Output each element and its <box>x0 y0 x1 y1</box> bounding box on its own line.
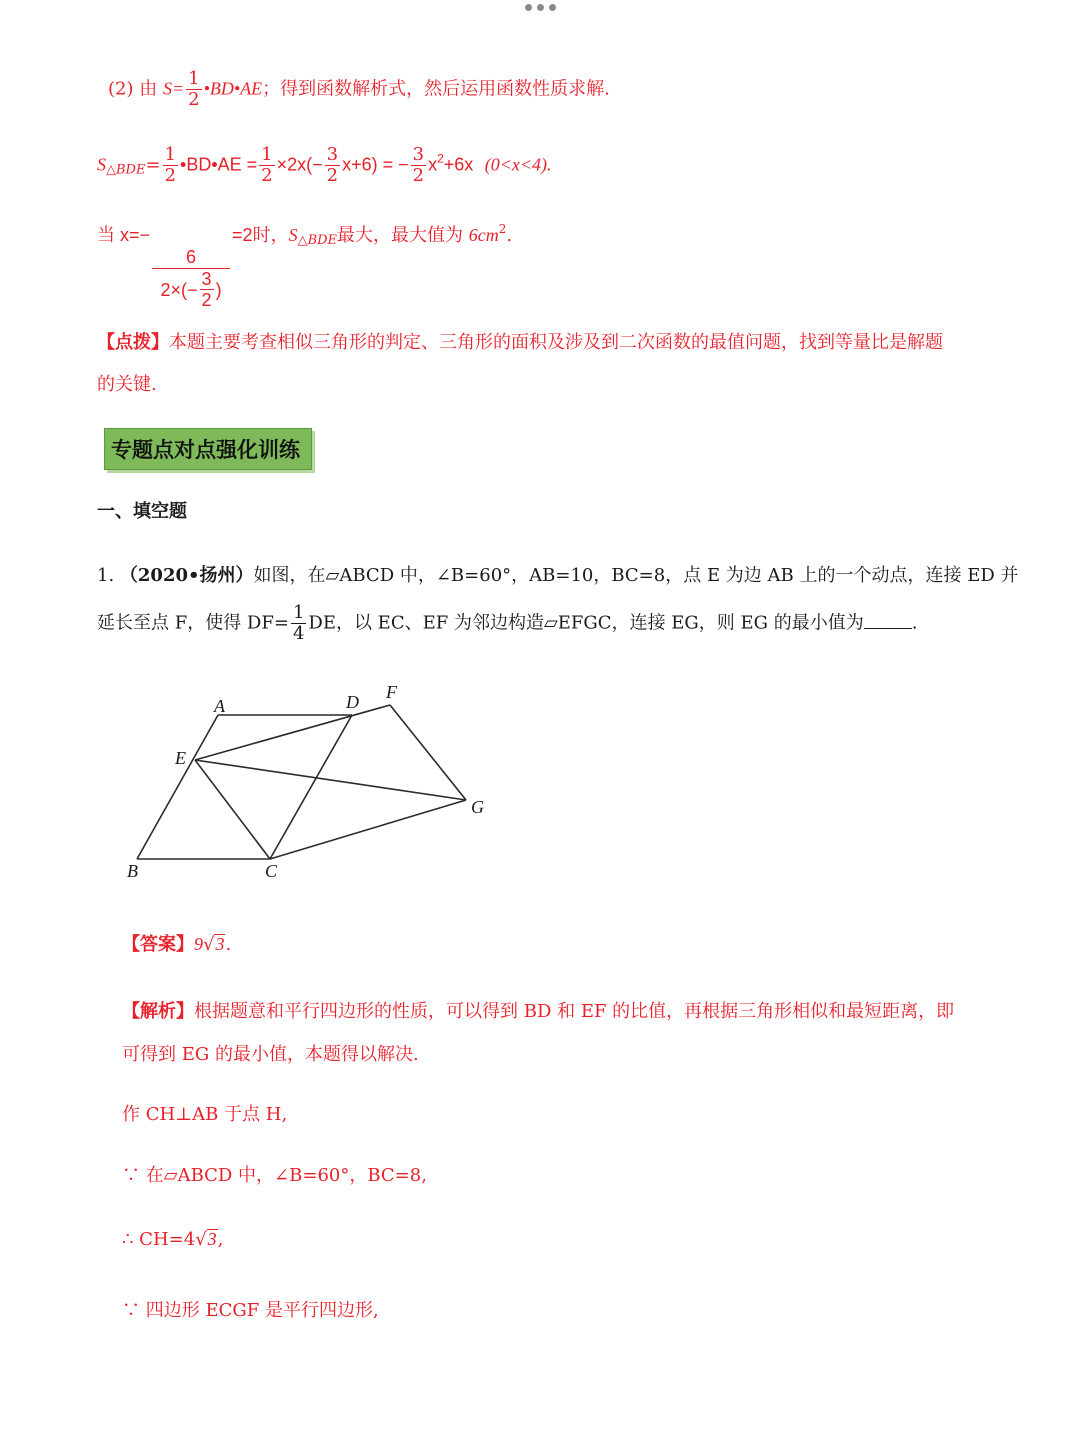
frac-num: 1 <box>164 144 177 165</box>
eq: = <box>145 154 161 176</box>
problem-end: . <box>911 612 918 634</box>
problem-text: DE，以 EC、EF 为邻边构造▱EFGC，连接 EG，则 EG 的最小值为 <box>308 612 864 634</box>
analysis-step1 <box>122 1100 287 1126</box>
analysis-text: ∴ CH=4 <box>122 1229 196 1250</box>
analysis-text: 可得到 EG 的最小值，本题得以解决. <box>122 1044 419 1065</box>
expr: x <box>428 154 438 175</box>
analysis-end: , <box>217 1229 224 1250</box>
analysis-step2 <box>122 1161 427 1187</box>
analysis-text: 作 CH⊥AB 于点 H, <box>122 1104 288 1125</box>
problem-text: 如图，在▱ABCD 中，∠B=60°，AB=10，BC=8，点 E 为边 AB 上的一个动点，连接 ED 并 <box>253 565 1019 586</box>
den-suffix: ) <box>215 279 222 300</box>
sqrt-value: 3 <box>215 934 225 954</box>
den-prefix: 2×(− <box>160 279 198 300</box>
analysis-text: ∵ 四边形 ECGF 是平行四边形, <box>122 1300 379 1321</box>
section-title-text: 专题点对点强化训练 <box>111 438 300 462</box>
label-B: B <box>127 861 138 881</box>
frac-num: 1 <box>292 602 305 623</box>
area-lhs: S <box>97 154 106 175</box>
frac-den: 2 <box>164 165 177 186</box>
expr: •BD•AE = <box>180 154 258 175</box>
label-A: A <box>214 696 225 716</box>
max-text: 最大，最大值为 <box>337 225 469 246</box>
label-F: F <box>386 682 397 702</box>
problem-source: （2020•扬州） <box>119 565 254 586</box>
analysis-line1 <box>122 997 954 1023</box>
expr: +6x <box>443 154 474 175</box>
analysis-line2 <box>122 1040 419 1066</box>
frac-den: 2 <box>412 165 425 186</box>
frac-num: 6 <box>152 248 230 269</box>
part2-prefix: (2) 由 <box>108 78 163 100</box>
analysis-text: 根据题意和平行四边形的性质，可以得到 BD 和 EF 的比值，再根据三角形相似和最短距离，即 <box>194 1001 955 1022</box>
frac-num: 3 <box>201 269 212 289</box>
expr: x+6) = − <box>342 154 409 175</box>
max-prefix: 当 x=− <box>97 225 151 245</box>
label-D: D <box>346 692 359 712</box>
frac-den: 4 <box>292 623 305 644</box>
frac-den: 2 <box>188 89 200 110</box>
expr: ×2x(− <box>276 154 323 175</box>
frac-den: 2 <box>261 165 273 186</box>
answer-value: 9 <box>194 934 203 954</box>
segment-FG <box>390 705 466 800</box>
max-s: S <box>288 225 298 245</box>
tip-text: 本题主要考查相似三角形的判定、三角形的面积及涉及到二次函数的最值问题，找到等量比是解题 <box>169 332 943 353</box>
frac-den: 2 <box>201 290 212 310</box>
max-end: . <box>506 225 513 246</box>
analysis-step3: ∴ CH=4√3, <box>122 1229 224 1250</box>
domain: (0<x<4). <box>484 154 552 175</box>
frac-den: 2 <box>326 165 339 186</box>
heading-text: 一、填空题 <box>97 501 187 522</box>
tip-text: 的关键. <box>97 374 157 395</box>
max-s-sub: △BDE <box>297 233 338 248</box>
area-lhs-sub: △BDE <box>106 162 146 178</box>
superscript: 2 <box>498 222 507 236</box>
answer-line: 【答案】9√3. <box>122 934 232 955</box>
analysis-label: 【解析】 <box>122 1001 194 1022</box>
label-C: C <box>265 861 278 881</box>
s-eq: S= <box>162 78 185 99</box>
sqrt-value: 3 <box>207 1229 217 1249</box>
part2-tail: ；得到函数解析式，然后运用函数性质求解. <box>262 78 610 100</box>
label-E: E <box>175 748 186 768</box>
segment-EC <box>195 760 270 859</box>
frac-num: 3 <box>326 144 339 165</box>
segment-AB <box>137 715 218 859</box>
analysis-step4 <box>122 1296 379 1322</box>
max-after: =2时， <box>232 225 289 245</box>
segment-EG <box>195 760 466 800</box>
superscript: 2 <box>437 151 444 166</box>
frac-num: 1 <box>188 68 200 89</box>
expr: •BD•AE <box>203 78 263 99</box>
answer-label: 【答案】 <box>122 934 194 955</box>
label-G: G <box>471 797 484 817</box>
answer-end: . <box>225 934 232 955</box>
problem-num: 1. <box>97 565 120 586</box>
problem-text: 延长至点 F，使得 DF= <box>97 612 289 634</box>
tip-label: 【点拨】 <box>97 332 169 353</box>
frac-num: 3 <box>412 144 425 165</box>
max-value: 6cm <box>468 225 499 245</box>
analysis-text: ∵ 在▱ABCD 中，∠B=60°，BC=8, <box>122 1165 427 1186</box>
frac-num: 1 <box>261 144 273 165</box>
